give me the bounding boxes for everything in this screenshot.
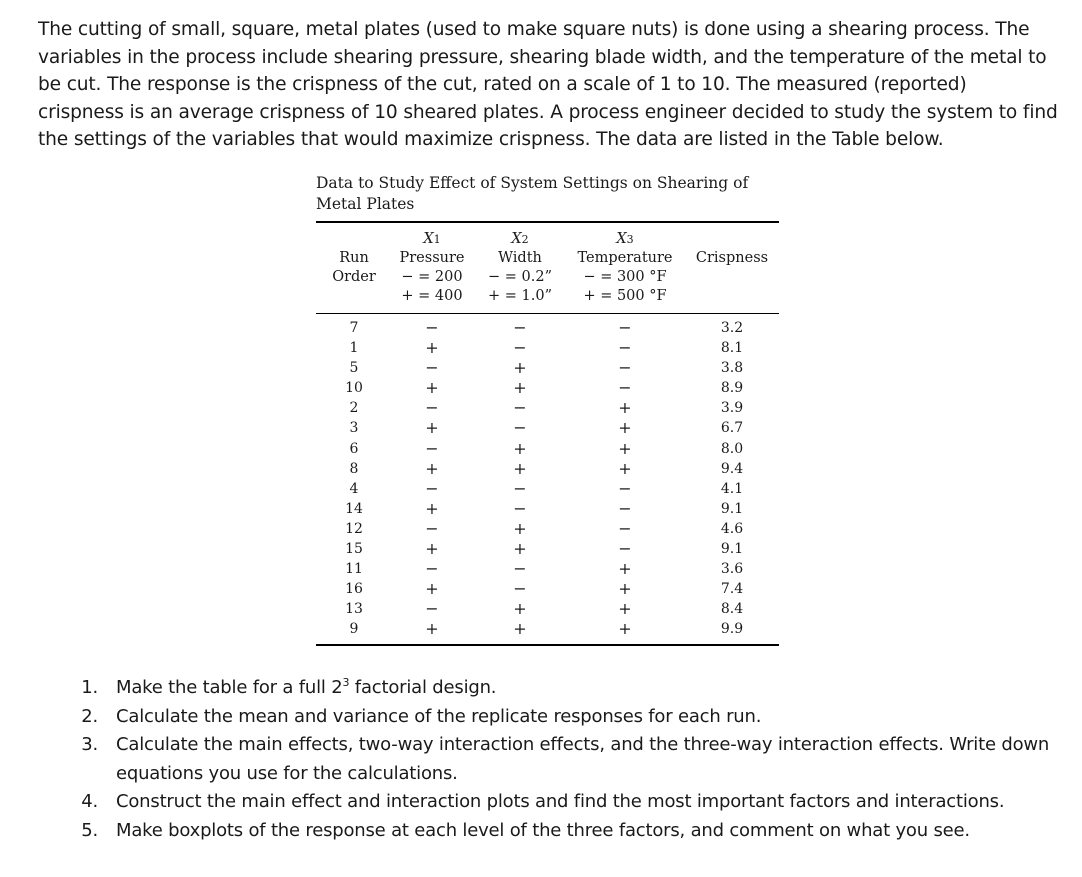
cell-x2: + bbox=[513, 619, 527, 639]
task-item bbox=[72, 731, 1062, 788]
header-x3-index: 3 bbox=[626, 233, 634, 246]
task-text-after: factorial design. bbox=[349, 677, 497, 698]
cell-x1: + bbox=[425, 539, 439, 559]
task-item bbox=[72, 817, 1062, 846]
cell-crispness: 3.2 bbox=[720, 320, 744, 336]
cell-x1: + bbox=[425, 619, 439, 639]
header-x2-name: Width bbox=[498, 250, 542, 266]
cell-x1: − bbox=[425, 438, 439, 458]
cell-run: 6 bbox=[349, 440, 359, 457]
cell-crispness: 8.0 bbox=[720, 440, 744, 457]
cell-crispness: 8.1 bbox=[720, 340, 744, 357]
header-x2-minus: − = 0.2” bbox=[488, 269, 552, 285]
cell-x3: + bbox=[618, 619, 632, 639]
header-crispness bbox=[690, 249, 774, 268]
cell-x3: − bbox=[618, 539, 632, 559]
cell-x3: + bbox=[618, 599, 632, 619]
cell-x1: − bbox=[425, 358, 439, 378]
cell-x2: − bbox=[513, 579, 527, 599]
task-item bbox=[72, 674, 1062, 703]
cell-x3: − bbox=[618, 358, 632, 378]
header-x1-name: Pressure bbox=[399, 250, 465, 266]
header-x1-index: 1 bbox=[433, 233, 441, 246]
cell-run: 2 bbox=[349, 400, 359, 417]
cell-x1: − bbox=[425, 599, 439, 619]
task-item bbox=[72, 788, 1062, 817]
cell-run: 12 bbox=[345, 520, 363, 537]
cell-crispness: 4.6 bbox=[720, 520, 744, 537]
cell-x1: + bbox=[425, 458, 439, 478]
header-run-line: Order bbox=[332, 269, 376, 285]
task-superscript: 3 bbox=[342, 676, 350, 689]
header-x2 bbox=[479, 230, 561, 306]
cell-x3: − bbox=[618, 338, 632, 358]
cell-x1: + bbox=[425, 338, 439, 358]
task-number: 5. bbox=[81, 819, 98, 841]
header-x3 bbox=[570, 230, 680, 306]
cell-x2: − bbox=[513, 498, 527, 518]
cell-run: 15 bbox=[345, 541, 363, 558]
cell-x2: − bbox=[513, 338, 527, 358]
cell-x3: − bbox=[618, 378, 632, 398]
table-caption-line: Data to Study Effect of System Settings on Shearing of bbox=[316, 174, 749, 192]
cell-run: 13 bbox=[345, 601, 363, 618]
cell-crispness: 9.1 bbox=[720, 500, 744, 517]
table-caption bbox=[316, 173, 786, 215]
header-x2-index: 2 bbox=[521, 233, 529, 246]
cell-run: 5 bbox=[349, 360, 359, 377]
header-run-order bbox=[328, 249, 380, 287]
cell-crispness: 9.9 bbox=[720, 621, 744, 638]
cell-x1: + bbox=[425, 579, 439, 599]
column-x3 bbox=[595, 318, 655, 640]
task-list bbox=[72, 674, 1062, 845]
header-x3-symbol bbox=[570, 230, 680, 249]
header-x3-sym: X bbox=[616, 231, 627, 247]
cell-x2: + bbox=[513, 438, 527, 458]
header-x3-plus: + = 500 °F bbox=[583, 288, 667, 304]
cell-x2: + bbox=[513, 358, 527, 378]
cell-x2: + bbox=[513, 518, 527, 538]
cell-run: 16 bbox=[345, 581, 363, 598]
cell-x1: + bbox=[425, 418, 439, 438]
column-x2 bbox=[490, 318, 550, 640]
cell-x3: − bbox=[618, 478, 632, 498]
task-text: Make boxplots of the response at each level of the three factors, and comment on what you see. bbox=[116, 819, 970, 841]
cell-crispness: 8.4 bbox=[720, 601, 744, 618]
cell-run: 9 bbox=[349, 621, 359, 638]
cell-run: 14 bbox=[345, 500, 363, 517]
cell-x2: + bbox=[513, 539, 527, 559]
cell-x3: − bbox=[618, 518, 632, 538]
cell-x2: − bbox=[513, 559, 527, 579]
cell-x2: + bbox=[513, 378, 527, 398]
header-x1-symbol bbox=[392, 230, 472, 249]
cell-x2: − bbox=[513, 418, 527, 438]
cell-x1: − bbox=[425, 518, 439, 538]
task-text: Calculate the mean and variance of the replicate responses for each run. bbox=[116, 705, 762, 727]
cell-crispness: 9.4 bbox=[720, 460, 744, 477]
header-crispness-label: Crispness bbox=[695, 250, 769, 266]
cell-crispness: 8.9 bbox=[720, 380, 744, 397]
cell-run: 3 bbox=[349, 420, 359, 437]
header-x2-symbol bbox=[479, 230, 561, 249]
cell-x2: − bbox=[513, 318, 527, 337]
task-number: 4. bbox=[81, 791, 98, 812]
header-run-line: Run bbox=[339, 250, 369, 266]
cell-run: 4 bbox=[349, 480, 359, 497]
cell-crispness: 4.1 bbox=[720, 480, 744, 497]
table-caption-line: Metal Plates bbox=[316, 195, 415, 213]
cell-run: 10 bbox=[345, 380, 363, 397]
cell-x1: − bbox=[425, 398, 439, 418]
cell-x3: − bbox=[618, 318, 632, 337]
cell-run: 7 bbox=[349, 320, 359, 336]
cell-x3: + bbox=[618, 458, 632, 478]
column-x1 bbox=[402, 318, 462, 640]
header-x3-name: Temperature bbox=[577, 250, 673, 266]
table-bottom-rule bbox=[316, 644, 779, 646]
header-x1-sym: X bbox=[423, 231, 434, 247]
cell-x3: + bbox=[618, 559, 632, 579]
cell-crispness: 3.9 bbox=[720, 400, 744, 417]
task-text: Calculate the main effects, two-way interaction effects, and the three-way interaction effects. Write down equations you use for the calculations. bbox=[116, 734, 1050, 784]
cell-run: 11 bbox=[345, 561, 363, 578]
task-number: 3. bbox=[81, 734, 98, 755]
task-number: 2. bbox=[81, 705, 98, 727]
header-x1 bbox=[392, 230, 472, 306]
cell-x1: + bbox=[425, 498, 439, 518]
task-text: Construct the main effect and interaction plots and find the most important factors and interactions. bbox=[116, 791, 1005, 812]
cell-x1: − bbox=[425, 318, 439, 337]
column-crispness bbox=[700, 318, 764, 640]
cell-crispness: 3.8 bbox=[720, 360, 744, 377]
problem-statement: The cutting of small, square, metal plates (used to make square nuts) is done using a shearing process. The variables in the process include shearing pressure, shearing blade width, and the temperature of the metal to be cut. The response is the crispness of the cut, rated on a scale of 1 to 10. The measured (reported) crispness is an average crispness of 10 sheared plates. A process engineer decided to study the system to find the settings of the variables that would maximize crispness. The data are listed in the Table below. bbox=[38, 19, 1058, 150]
table-top-rule bbox=[316, 221, 779, 223]
cell-x3: − bbox=[618, 498, 632, 518]
cell-crispness: 7.4 bbox=[720, 581, 744, 598]
cell-x1: + bbox=[425, 378, 439, 398]
cell-run: 8 bbox=[349, 460, 359, 477]
task-number: 1. bbox=[81, 677, 98, 698]
cell-x3: + bbox=[618, 398, 632, 418]
cell-x1: − bbox=[425, 559, 439, 579]
cell-crispness: 3.6 bbox=[720, 561, 744, 578]
task-item bbox=[72, 703, 1062, 732]
cell-x2: + bbox=[513, 458, 527, 478]
header-x2-sym: X bbox=[511, 231, 522, 247]
cell-run: 1 bbox=[349, 340, 359, 357]
header-x2-plus: + = 1.0” bbox=[488, 288, 552, 304]
cell-crispness: 9.1 bbox=[720, 541, 744, 558]
cell-crispness: 6.7 bbox=[720, 420, 744, 437]
cell-x1: − bbox=[425, 478, 439, 498]
table-header-rule bbox=[316, 313, 779, 314]
header-x3-minus: − = 300 °F bbox=[583, 269, 667, 285]
cell-x3: + bbox=[618, 579, 632, 599]
cell-x2: + bbox=[513, 599, 527, 619]
header-x1-plus: + = 400 bbox=[401, 288, 463, 304]
cell-x2: − bbox=[513, 478, 527, 498]
cell-x2: − bbox=[513, 398, 527, 418]
header-x1-minus: − = 200 bbox=[401, 269, 463, 285]
cell-x3: + bbox=[618, 438, 632, 458]
task-text: Make the table for a full 2 bbox=[116, 677, 343, 698]
cell-x3: + bbox=[618, 418, 632, 438]
column-run-order bbox=[330, 318, 378, 640]
